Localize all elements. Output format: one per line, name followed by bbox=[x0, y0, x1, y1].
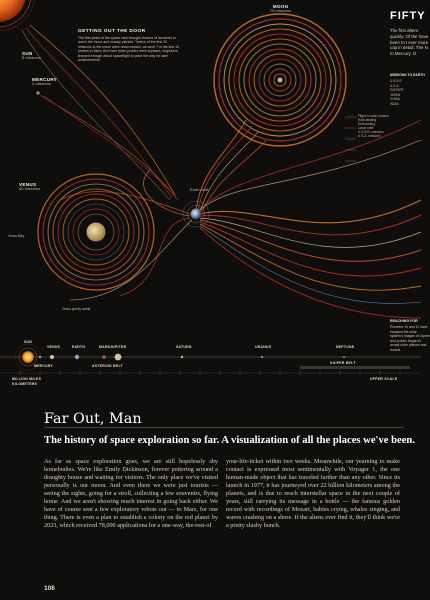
scale-sun bbox=[22, 351, 34, 363]
article-column-right: your-life-ticket within two weeks. Meanwhile, our yearning to make contact is expressed most sentimentally with Voyager 1, the one human-made object that has traveled farther than any other. Since its launch in 1977, it has journeyed over 22 billion kilometers among the planets, and is due to reach interstellar space in the next couple of years, still carrying its message in a bottle — the famous golden record with recordings of Mozart, babies crying, whales singing, and waves crashing on a shore. If the aliens ever find it, they'll think we're a pretty slushy bunch. bbox=[226, 458, 400, 530]
scale-venus bbox=[50, 355, 54, 359]
article bbox=[0, 392, 421, 600]
intro-body: The first years of the space race brought dozens of launches to reach the moon and nearby planets. Twelve of the first 20 missions to the moon were unsuccessful, as were 7 of the first 10 probes to Mars. But even when probes went skyward, engineers learned enough about spaceflight to pave the way for later achievements. bbox=[78, 36, 180, 63]
scale-label-left: MILLION MILES bbox=[12, 377, 42, 381]
scale-label-km: KILOMETERS bbox=[12, 382, 38, 386]
article-headline: Far Out, Man bbox=[44, 411, 142, 427]
sun-mark bbox=[0, 0, 35, 31]
scale-label-kuiper: KUIPER BELT bbox=[330, 361, 356, 365]
side-key bbox=[390, 79, 403, 107]
earth-moon-paths bbox=[196, 120, 266, 212]
scale-earth bbox=[75, 355, 79, 359]
scale-label-earth: EARTH bbox=[72, 345, 86, 349]
moon-legend-item-3: Soft landing bbox=[358, 122, 375, 126]
article-subhead: The history of space exploration so far. A visualization of all the places we've been. bbox=[44, 435, 415, 446]
earth-label bbox=[190, 188, 208, 193]
moon-legend-item-1: Flight to lunar surface bbox=[358, 114, 389, 118]
side-key-item-4: JAPAN bbox=[390, 92, 401, 97]
moon-legend-item-2: Hard landing bbox=[358, 118, 377, 122]
moon-legend-item-4: Lunar orbit bbox=[358, 126, 374, 130]
scale-label-uranus: URANUS bbox=[255, 345, 272, 349]
moon-legend bbox=[358, 114, 389, 138]
venus-planet bbox=[87, 223, 106, 242]
side-text: The first aftem quickly. Of the have been to t ever more cap in detail. The N to Mercury. O bbox=[390, 28, 429, 57]
venus-flyby-note: Venus flyby bbox=[8, 234, 25, 238]
legend-ticks bbox=[345, 117, 356, 161]
kuiper-band bbox=[300, 366, 410, 369]
scale-saturn bbox=[181, 356, 183, 358]
moon-legend-item-5: U.S.S.R. missions bbox=[358, 130, 384, 134]
mercury-name: MERCURY bbox=[32, 77, 58, 82]
mercury-planet bbox=[36, 91, 39, 94]
earth-mark bbox=[183, 201, 209, 227]
moon-legend-item-6: U.S.A. missions bbox=[358, 134, 381, 138]
scale-label-right: UPPER SCALE bbox=[370, 377, 398, 381]
scale-mars bbox=[102, 355, 105, 358]
article-column-left: As far as space exploration goes, we are still hopelessly shy homebodies. We're like Emily Dickinson, forever pottering around a draughty house and waiting for visitors. The only place we've visited personally is our moon. And even there we were just tourists — seeing the sights, going for a stroll, collecting a few souvenirs, flying home. And we aren't showing much interest in going back either. We have of course sent a few exploratory robots out — to Mars, for one thing. There is even a plan to establish a colony on the red planet by 2023, which received 78,000 applications for a one-way, the-rest-of bbox=[44, 458, 218, 530]
side-key-item-2: U.S.A. bbox=[390, 83, 400, 88]
headline-rule bbox=[44, 427, 404, 428]
intro-title: GETTING OUT THE DOOR bbox=[78, 29, 146, 34]
scale-label-venus: VENUS bbox=[47, 345, 61, 349]
scale-label-asteroid: ASTEROID BELT bbox=[92, 364, 123, 368]
side-key-item-1: U.S.S.R. bbox=[390, 79, 403, 83]
moon-label bbox=[270, 4, 291, 14]
venus-count: 40 missions bbox=[19, 186, 41, 192]
side-key-item-3: EUROPE bbox=[390, 88, 404, 93]
side-key-title: MISSIONS TO EARTH bbox=[390, 73, 425, 77]
venus-label bbox=[19, 182, 40, 192]
scale-label-neptune: NEPTUNE bbox=[336, 345, 355, 349]
scale-label-jupiter: JUPITER bbox=[110, 345, 127, 349]
scale-label-mercury: MERCURY bbox=[34, 364, 54, 368]
venus-gravity-note: Venus gravity assist bbox=[62, 307, 91, 311]
scale-jupiter bbox=[115, 354, 122, 361]
moon-count: 75 missions bbox=[270, 8, 292, 14]
page-number: 106 bbox=[44, 585, 55, 592]
chart-title: FIFTY bbox=[390, 10, 426, 22]
venus-name: VENUS bbox=[19, 182, 37, 187]
scale-label-sun: SUN bbox=[24, 340, 33, 344]
earth-name: Earth orbit bbox=[190, 187, 209, 192]
moon-name: MOON bbox=[272, 4, 289, 9]
scale-label-saturn: SATURN bbox=[176, 345, 192, 349]
side-key-item-6: INDIA bbox=[390, 101, 399, 106]
scale-neptune bbox=[343, 356, 345, 358]
moon-orbit-rings bbox=[214, 14, 346, 146]
sun-name: SUN bbox=[22, 51, 33, 56]
solar-system-scale bbox=[0, 333, 421, 391]
mercury-count: 2 missions bbox=[32, 81, 51, 87]
scale-graphic bbox=[0, 333, 421, 391]
sun-label bbox=[22, 51, 41, 61]
reaching-body: Pioneers 10 and 11 have escaped the solar system's images of Jupiter and probes began to reveal outer planets and moons. bbox=[390, 325, 430, 352]
scale-uranus bbox=[261, 356, 263, 358]
reaching-title: REACHING FOR bbox=[390, 319, 418, 323]
scale-label-mars: MARS bbox=[99, 345, 111, 349]
side-key-item-5: CHINA bbox=[390, 97, 400, 102]
sun-count: 8 missions bbox=[22, 55, 41, 61]
mercury-label bbox=[32, 77, 57, 87]
scale-mercury bbox=[39, 356, 41, 358]
